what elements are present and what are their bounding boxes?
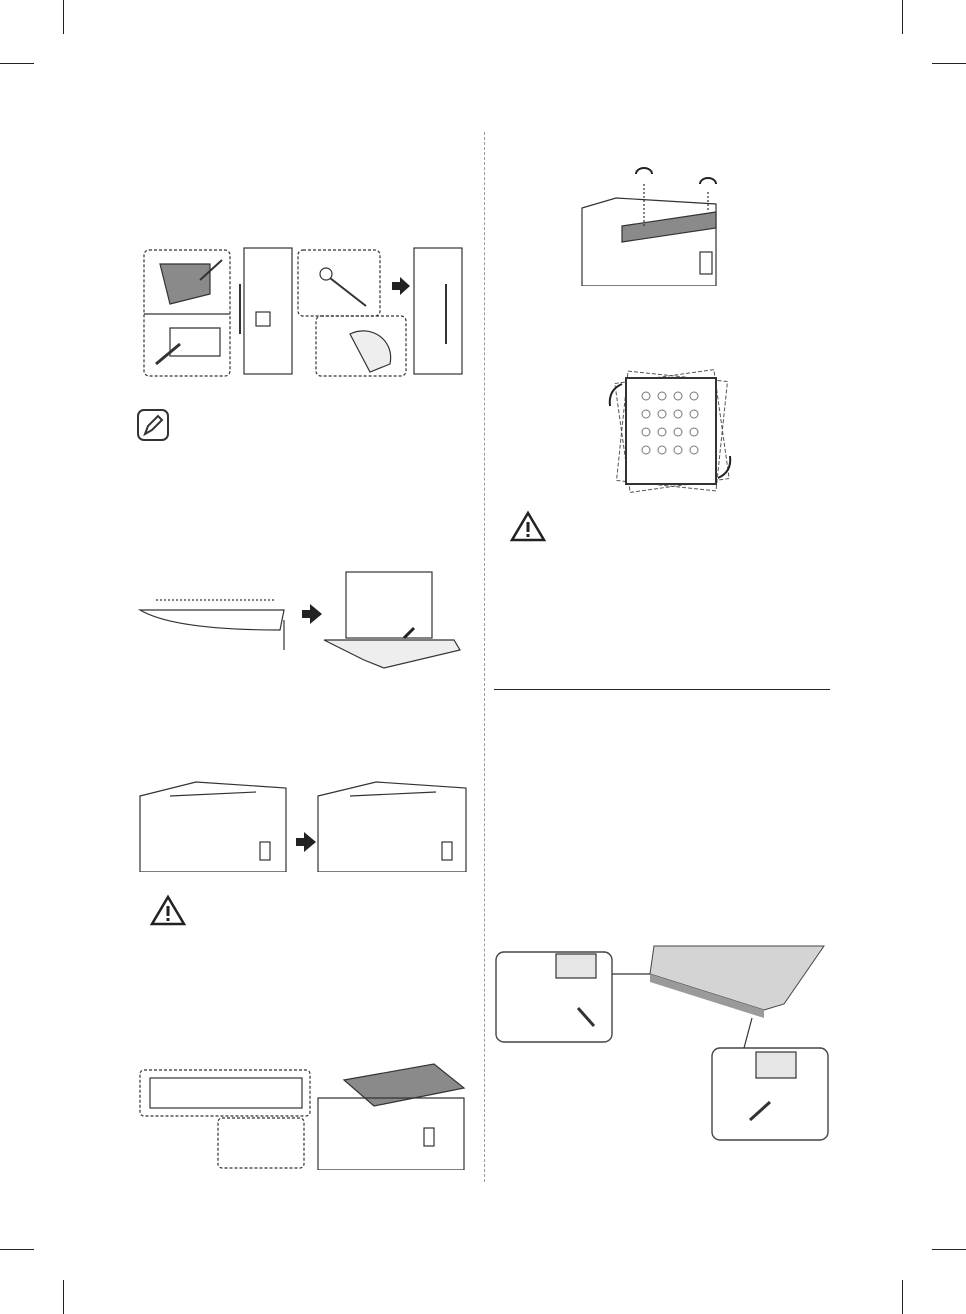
right-arrow-icon xyxy=(302,604,322,624)
crop-mark xyxy=(902,1280,903,1314)
crop-mark xyxy=(932,63,966,64)
crop-mark xyxy=(0,1249,34,1250)
note-pencil-icon xyxy=(136,408,170,447)
right-arrow-icon xyxy=(392,277,410,295)
crop-mark xyxy=(63,1280,64,1314)
right-arrow-icon xyxy=(296,832,316,852)
bottom-cover-illustration xyxy=(134,570,474,670)
crop-mark xyxy=(0,63,34,64)
top-cover-illustration xyxy=(134,1058,474,1170)
handle-removal-illustration xyxy=(140,244,466,378)
leveling-feet-illustration xyxy=(494,944,830,1144)
caution-triangle-icon xyxy=(510,510,546,547)
column-divider xyxy=(484,132,485,1182)
top-hinge-illustration xyxy=(136,776,472,872)
section-rule xyxy=(494,689,830,690)
crop-mark xyxy=(63,0,64,34)
crop-mark xyxy=(932,1249,966,1250)
door-gasket-illustration xyxy=(600,366,740,496)
caution-triangle-icon xyxy=(150,894,186,931)
top-cover-screws-illustration xyxy=(576,164,742,286)
crop-mark xyxy=(902,0,903,34)
